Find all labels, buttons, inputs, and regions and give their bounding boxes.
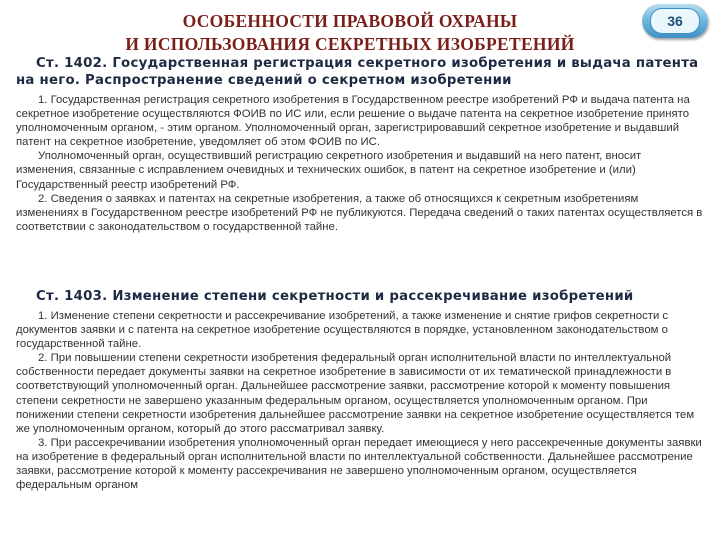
article-1403-paragraph-3: 3. При рассекречивании изобретения уполномоченный орган передает имеющиеся у него рассекреченные документы заявки на изобретение в федеральный орган исполнительной власти по интеллектуальной собственности. Дальнейшее рассмотрение заявки, рассмотрение которой к моменту рассекречивания не завершено уполномоченным органом, осуществляется федеральным органом [16, 436, 702, 492]
article-1403-body [16, 309, 704, 492]
article-1403-paragraph-1: 1. Изменение степени секретности и рассекречивание изобретений, а также изменение и снятие грифов секретности с документов заявки и с патента на секретное изобретение осуществляются в порядке, установленном законодательством о государственной тайне. [16, 310, 669, 351]
article-1403-paragraph-2: 2. При повышении степени секретности изобретения федеральный орган исполнительной власти по интеллектуальной собственности передает документы заявки на секретное изобретение в зависимости от их тематической принадлежности в соответствующий уполномоченный орган. Дальнейшее рассмотрение заявки, рассмотрение которой к моменту повышения степени секретности не завершено указанным федеральным органом, осуществляется уполномоченным органом. При понижении степени секретности изобретения дальнейшее рассмотрение заявки на секретное изобретение осуществляется тем же уполномоченным органом, который до этого рассматривал заявку. [16, 352, 695, 435]
page-number-badge [642, 4, 708, 38]
page-number: 36 [650, 8, 700, 34]
article-1402-paragraph-3: 2. Сведения о заявках и патентах на секретные изобретения, а также об относящихся к секретным изобретениям изменениях в Государственном реестре изобретений РФ не публикуются. Передача сведений о таких патентах осуществляется в соответствии с законодательством о государственной тайне. [16, 192, 703, 233]
title-line-1: ОСОБЕННОСТИ ПРАВОВОЙ ОХРАНЫ [182, 11, 518, 31]
title-line-2: И ИСПОЛЬЗОВАНИЯ СЕКРЕТНЫХ ИЗОБРЕТЕНИЙ [125, 34, 575, 54]
article-1403-heading: Ст. 1403. Изменение степени секретности и рассекречивание изобретений [36, 289, 634, 304]
article-1402-paragraph-2: Уполномоченный орган, осуществивший регистрацию секретного изобретения и выдавший на него патент, вносит изменения, связанные с исправлением очевидных и технических ошибок, в патент на секретное изобретение и (или) Государственный реестр изобретений РФ. [16, 150, 642, 191]
article-1402-body [16, 93, 704, 234]
article-1402-heading: Ст. 1402. Государственная регистрация секретного изобретения и выдача патента на него. Распространение сведений о секретном изобретении [16, 56, 699, 88]
article-1402-paragraph-1: 1. Государственная регистрация секретного изобретения в Государственном реестре изобретений РФ и выдача патента на секретное изобретение осуществляются ФОИВ по ИС или, если решение о выдаче патента на секретное изобретение принято уполномоченным органом, - этим органом. Уполномоченный орган, зарегистрировавший секретное изобретение и выдавший патент на секретное изобретение, уведомляет об этом ФОИВ по ИС. [16, 94, 690, 149]
slide-title [60, 10, 640, 56]
